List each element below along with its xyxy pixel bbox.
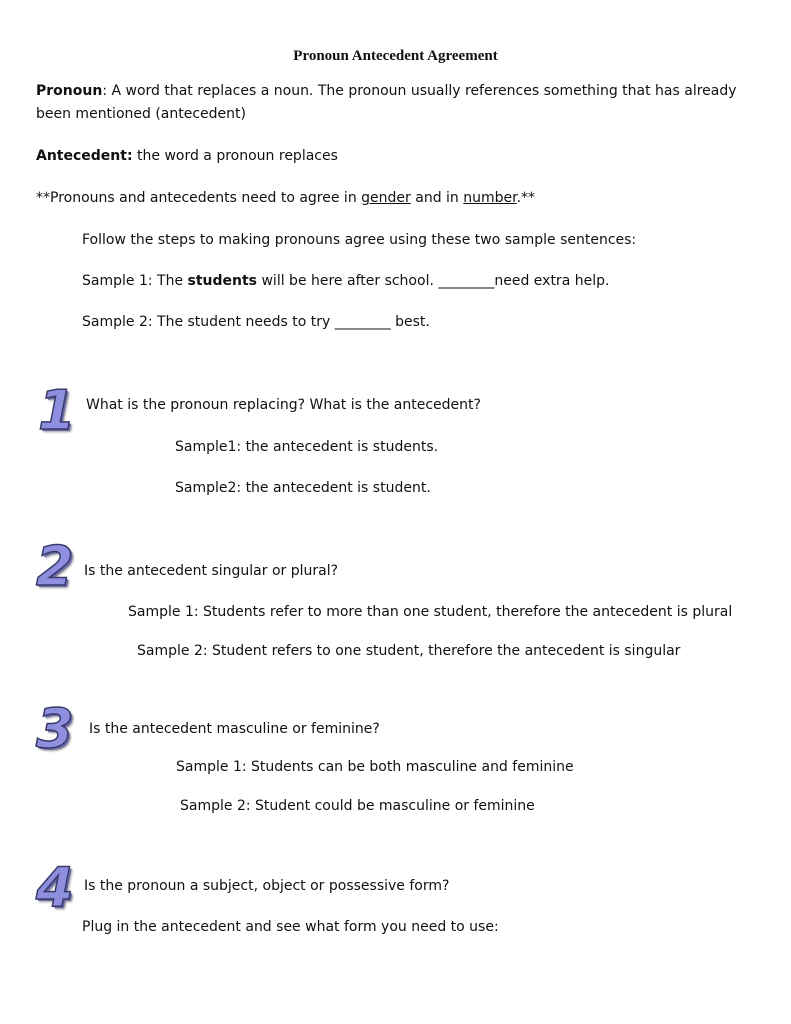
step-1-question: What is the pronoun replacing? What is the antecedent? (86, 397, 481, 413)
antecedent-definition: Antecedent: the word a pronoun replaces (36, 148, 338, 164)
step-1-number-icon: 1 (38, 379, 76, 442)
step-3-answer-2: Sample 2: Student could be masculine or feminine (180, 798, 535, 814)
sample-sentence-1: Sample 1: The students will be here after school. ________need extra help. (82, 273, 610, 289)
step-4-question: Is the pronoun a subject, object or possessive form? (84, 878, 450, 894)
step-3-answer-1: Sample 1: Students can be both masculine and feminine (176, 759, 574, 775)
step-3-question: Is the antecedent masculine or feminine? (89, 721, 380, 737)
step-2-question: Is the antecedent singular or plural? (84, 563, 339, 579)
step-1-answer-1: Sample1: the antecedent is students. (175, 439, 439, 455)
step-2-answer-2: Sample 2: Student refers to one student, therefore the antecedent is singular (137, 643, 681, 659)
step-2-number-icon: 2 (36, 535, 74, 598)
pronoun-definition-cont: been mentioned (antecedent) (36, 106, 246, 122)
sample-sentence-2: Sample 2: The student needs to try ________ best. (82, 314, 430, 330)
step-1-answer-2: Sample2: the antecedent is student. (175, 480, 431, 496)
step-2-answer-1: Sample 1: Students refer to more than one student, therefore the antecedent is plural (128, 604, 733, 620)
step-4-number-icon: 4 (36, 856, 74, 919)
page-title: Pronoun Antecedent Agreement (293, 48, 498, 64)
intro-text: Follow the steps to making pronouns agree using these two sample sentences: (82, 232, 637, 248)
step-3-number-icon: 3 (36, 697, 74, 760)
step-4-instruction: Plug in the antecedent and see what form you need to use: (82, 919, 499, 935)
agreement-rule: **Pronouns and antecedents need to agree in gender and in number.** (36, 190, 536, 206)
pronoun-definition: Pronoun: A word that replaces a noun. The pronoun usually references something that has already (36, 83, 737, 99)
